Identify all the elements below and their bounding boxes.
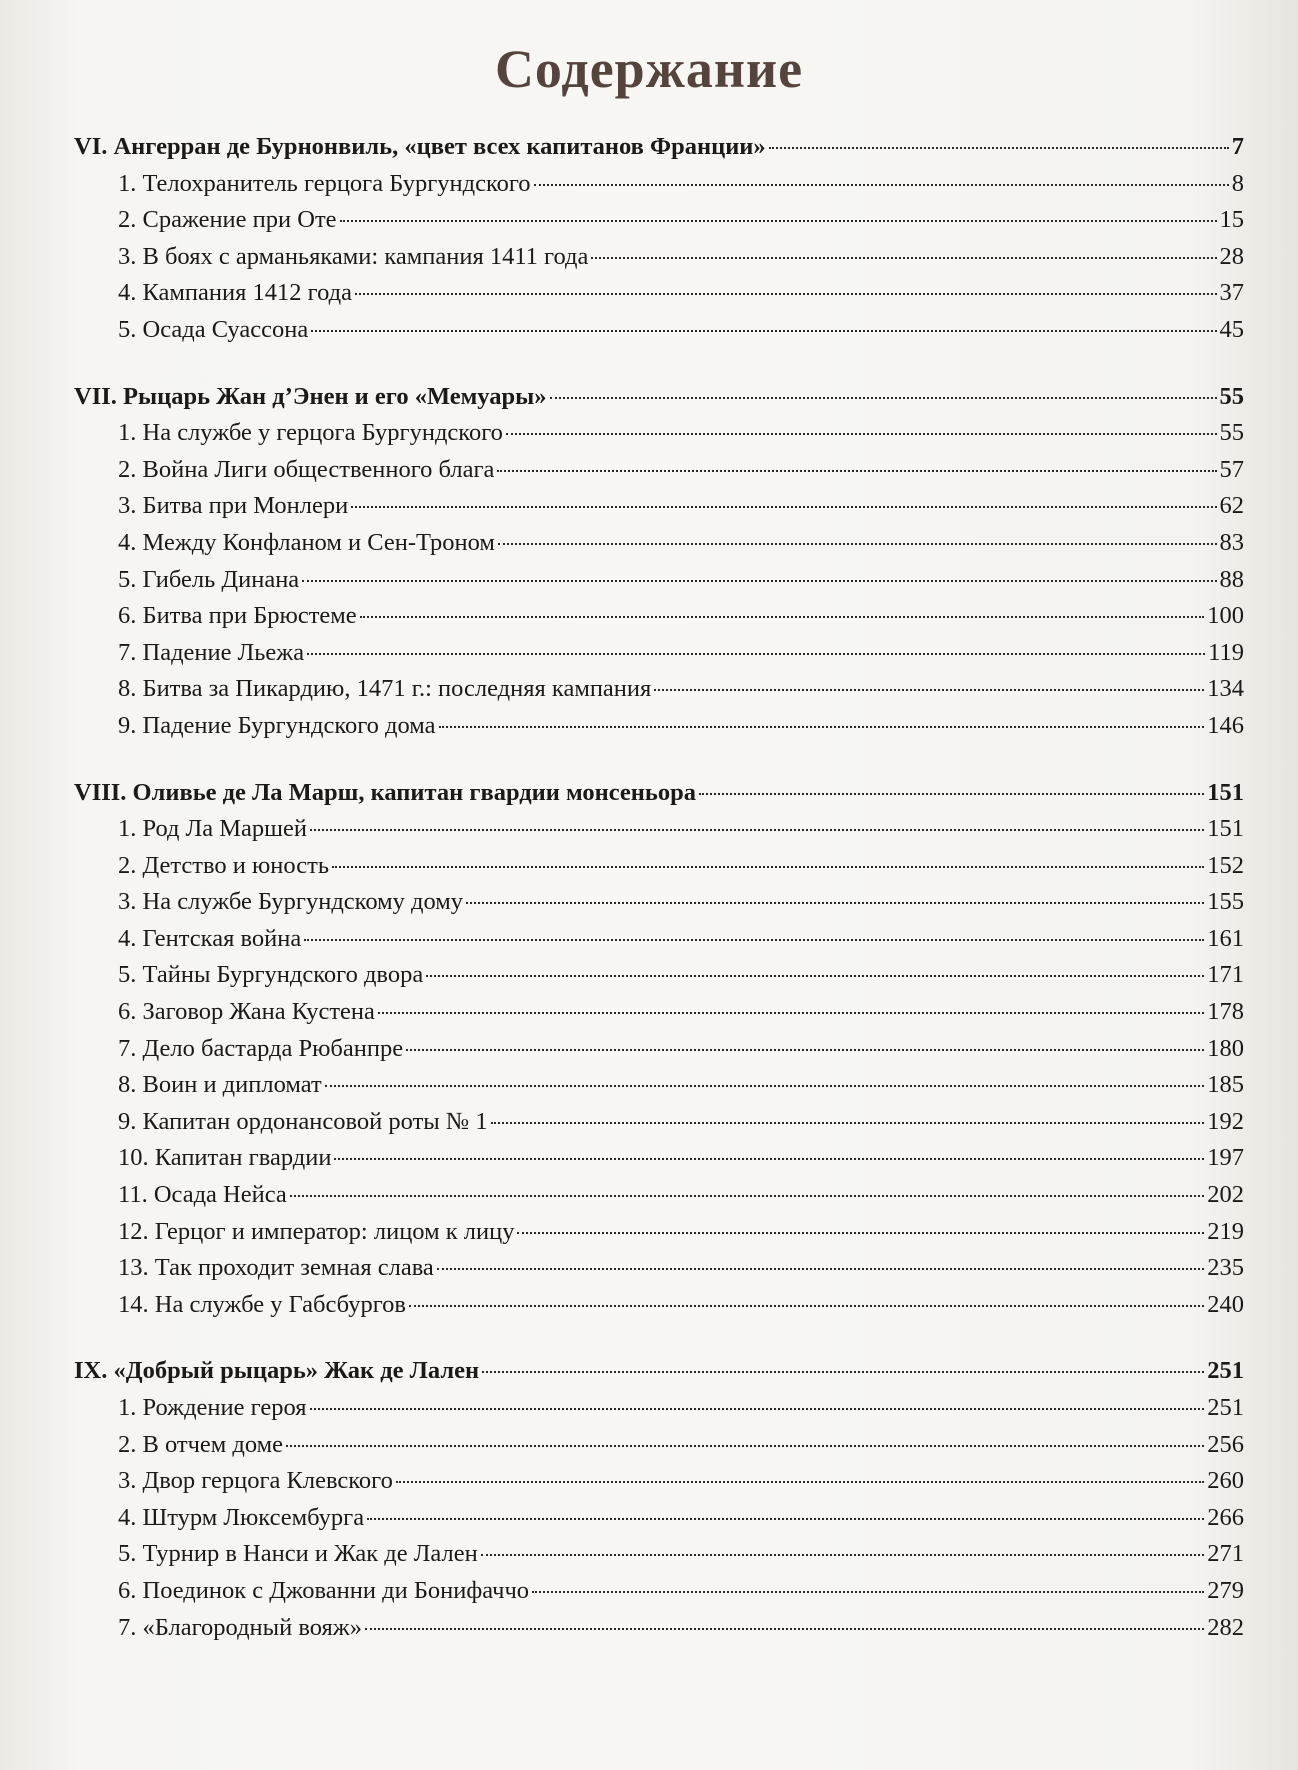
page-number: 57 [1219, 455, 1244, 483]
page-number: 271 [1207, 1540, 1244, 1568]
dot-leader [439, 726, 1205, 728]
toc-entry-label: 2. Детство и юность [118, 851, 330, 879]
page-number: 45 [1219, 315, 1244, 343]
toc-entry-label: 5. Осада Суассона [118, 315, 309, 343]
dot-leader [591, 257, 1216, 259]
page-number: 197 [1207, 1144, 1244, 1172]
dot-leader [332, 866, 1204, 868]
toc-entry[interactable] [74, 1071, 1244, 1108]
toc-entry-label: 4. Гентская война [118, 924, 302, 952]
dot-leader [497, 470, 1216, 472]
dot-leader [311, 330, 1216, 332]
toc-entry-label: 3. В боях с арманьяками: кампания 1411 года [118, 242, 589, 270]
dot-leader [506, 433, 1217, 435]
dot-leader [466, 902, 1204, 904]
toc-entry[interactable] [74, 1181, 1244, 1218]
toc-entry-label: 7. «Благородный вояж» [118, 1613, 362, 1641]
page-number: 15 [1219, 206, 1244, 234]
toc-entry[interactable] [74, 852, 1244, 889]
page-number: 185 [1207, 1071, 1244, 1099]
dot-leader [360, 616, 1205, 618]
toc-entry-label: 4. Между Конфланом и Сен-Троном [118, 528, 495, 556]
dot-leader [699, 793, 1204, 795]
toc-entry-label: 1. На службе у герцога Бургундского [118, 419, 503, 447]
dot-leader [498, 543, 1217, 545]
toc-section [74, 383, 1244, 749]
page-number: 192 [1207, 1107, 1244, 1135]
page-number: 146 [1207, 711, 1244, 739]
page-number: 100 [1207, 602, 1244, 630]
page-number: 8 [1231, 169, 1244, 197]
page-title: Содержание [494, 39, 804, 99]
toc-entry[interactable] [74, 243, 1244, 280]
dot-leader [290, 1195, 1204, 1197]
toc-entry-label: 13. Так проходит земная слава [118, 1254, 434, 1282]
dot-leader [534, 184, 1229, 186]
toc-entry-label: 5. Тайны Бургундского двора [118, 961, 424, 989]
page-number: 55 [1219, 382, 1244, 410]
dot-leader [482, 1371, 1204, 1373]
dot-leader [437, 1268, 1204, 1270]
dot-leader [351, 506, 1216, 508]
toc-entry-label: 6. Битва при Брюстеме [118, 602, 357, 630]
page-number: 151 [1207, 778, 1244, 806]
toc-chapter-heading[interactable] [74, 1357, 1244, 1394]
page-number: 282 [1207, 1613, 1244, 1641]
dot-leader [491, 1122, 1205, 1124]
page-number: 260 [1207, 1467, 1244, 1495]
toc-entry[interactable] [74, 602, 1244, 639]
toc-entry-label: 1. Телохранитель герцога Бургундского [118, 169, 531, 197]
dot-leader [286, 1445, 1204, 1447]
toc-entry[interactable] [74, 639, 1244, 676]
page-number: 279 [1207, 1576, 1244, 1604]
page-number: 161 [1207, 924, 1244, 952]
toc-entry[interactable] [74, 1144, 1244, 1181]
toc-entry-label: 8. Воин и дипломат [118, 1071, 322, 1099]
page-number: 171 [1207, 961, 1244, 989]
toc-chapter-heading-label: IX. «Добрый рыцарь» Жак де Лален [74, 1357, 480, 1385]
toc-entry-label: 3. На службе Бургундскому дому [118, 888, 463, 916]
toc-entry[interactable] [74, 206, 1244, 243]
toc-entry[interactable] [74, 1540, 1244, 1577]
page-number: 152 [1207, 851, 1244, 879]
page-number: 256 [1207, 1430, 1244, 1458]
dot-leader [334, 1158, 1204, 1160]
toc-entry[interactable] [74, 925, 1244, 962]
toc-entry[interactable] [74, 815, 1244, 852]
toc-entry[interactable] [74, 1218, 1244, 1255]
page-number: 240 [1207, 1290, 1244, 1318]
dot-leader [532, 1591, 1204, 1593]
toc-chapter-heading-label: VIII. Оливье де Ла Марш, капитан гвардии монсеньора [74, 778, 696, 806]
toc-entry-label: 4. Кампания 1412 года [118, 279, 352, 307]
page-number: 28 [1219, 242, 1244, 270]
dot-leader [365, 1628, 1204, 1630]
toc-entry-label: 5. Турнир в Нанси и Жак де Лален [118, 1540, 478, 1568]
toc-entry[interactable] [74, 279, 1244, 316]
toc-entry-label: 6. Поединок с Джованни ди Бонифаччо [118, 1576, 530, 1604]
page-number: 37 [1219, 279, 1244, 307]
toc-chapter-heading[interactable] [74, 133, 1244, 170]
dot-leader [396, 1481, 1204, 1483]
toc-entry[interactable] [74, 712, 1244, 749]
toc-section [74, 779, 1244, 1328]
dot-leader [304, 939, 1204, 941]
dot-leader [355, 293, 1217, 295]
dot-leader [325, 1085, 1205, 1087]
dot-leader [302, 580, 1216, 582]
toc-entry[interactable] [74, 888, 1244, 925]
toc-entry[interactable] [74, 170, 1244, 207]
page-number: 235 [1207, 1254, 1244, 1282]
dot-leader [769, 147, 1229, 149]
toc-chapter-heading[interactable] [74, 779, 1244, 816]
toc-entry[interactable] [74, 1431, 1244, 1468]
page-number: 180 [1207, 1034, 1244, 1062]
toc-entry[interactable] [74, 998, 1244, 1035]
page-number: 219 [1207, 1217, 1244, 1245]
toc-chapter-heading-label: VII. Рыцарь Жан д’Энен и его «Мемуары» [74, 382, 547, 410]
toc-entry-label: 4. Штурм Люксембурга [118, 1503, 365, 1531]
table-of-contents [74, 133, 1244, 1680]
toc-entry[interactable] [74, 529, 1244, 566]
toc-entry[interactable] [74, 1467, 1244, 1504]
toc-entry[interactable] [74, 1035, 1244, 1072]
toc-entry-label: 10. Капитан гвардии [118, 1144, 332, 1172]
toc-entry-label: 7. Дело бастарда Рюбанпре [118, 1034, 404, 1062]
dot-leader [406, 1049, 1204, 1051]
page-number: 155 [1207, 888, 1244, 916]
toc-entry-label: 14. На службе у Габсбургов [118, 1290, 406, 1318]
toc-entry[interactable] [74, 1291, 1244, 1328]
dot-leader [378, 1012, 1204, 1014]
toc-entry-label: 11. Осада Нейса [118, 1181, 287, 1209]
dot-leader [517, 1232, 1204, 1234]
dot-leader [310, 1408, 1205, 1410]
toc-entry-label: 7. Падение Льежа [118, 638, 305, 666]
toc-chapter-heading-label: VI. Ангерран де Бурнонвиль, «цвет всех капитанов Франции» [74, 133, 766, 160]
toc-entry[interactable] [74, 961, 1244, 998]
dot-leader [367, 1518, 1204, 1520]
toc-entry-label: 1. Рождение героя [118, 1394, 307, 1421]
toc-entry-label: 6. Заговор Жана Кустена [118, 998, 375, 1026]
page-number: 151 [1207, 815, 1244, 843]
dot-leader [310, 829, 1204, 831]
toc-entry[interactable] [74, 1577, 1244, 1614]
toc-entry-label: 9. Падение Бургундского дома [118, 711, 436, 739]
toc-entry[interactable] [74, 675, 1244, 712]
page-number: 55 [1219, 419, 1244, 447]
page-number: 202 [1207, 1181, 1244, 1209]
page-number: 251 [1207, 1357, 1244, 1385]
page-number: 119 [1208, 638, 1244, 666]
toc-entry-label: 8. Битва за Пикардию, 1471 г.: последняя кампания [118, 675, 652, 703]
page-number: 62 [1219, 492, 1244, 520]
toc-entry-label: 9. Капитан ордонансовой роты № 1 [118, 1107, 488, 1135]
toc-entry-label: 5. Гибель Динана [118, 565, 300, 593]
toc-entry-label: 1. Род Ла Маршей [118, 815, 308, 843]
page-number: 83 [1219, 528, 1244, 556]
dot-leader [481, 1554, 1205, 1556]
page-number: 178 [1207, 998, 1244, 1026]
dot-leader [654, 689, 1204, 691]
page-number: 88 [1219, 565, 1244, 593]
dot-leader [409, 1305, 1204, 1307]
page-number: 7 [1231, 133, 1244, 160]
dot-leader [307, 653, 1205, 655]
page-number: 134 [1207, 675, 1244, 703]
toc-entry[interactable] [74, 1504, 1244, 1541]
dot-leader [426, 975, 1204, 977]
toc-entry-label: 3. Двор герцога Клевского [118, 1467, 393, 1495]
toc-chapter-heading[interactable] [74, 383, 1244, 420]
toc-entry[interactable] [74, 566, 1244, 603]
page-number: 266 [1207, 1503, 1244, 1531]
toc-entry-label: 3. Битва при Монлери [118, 492, 349, 520]
toc-section [74, 1357, 1244, 1650]
toc-entry[interactable] [74, 316, 1244, 353]
toc-entry[interactable] [74, 456, 1244, 493]
toc-entry[interactable] [74, 1254, 1244, 1291]
toc-entry[interactable] [74, 1614, 1244, 1651]
toc-entry[interactable] [74, 492, 1244, 529]
dot-leader [550, 397, 1217, 399]
toc-entry[interactable] [74, 1108, 1244, 1145]
toc-entry-label: 2. В отчем доме [118, 1430, 284, 1458]
toc-entry-label: 2. Война Лиги общественного блага [118, 455, 495, 483]
toc-entry[interactable] [74, 419, 1244, 456]
page-number: 251 [1207, 1394, 1244, 1421]
toc-entry-label: 2. Сражение при Оте [118, 206, 337, 234]
toc-entry[interactable] [74, 1394, 1244, 1431]
toc-entry-label: 12. Герцог и император: лицом к лицу [118, 1217, 515, 1245]
toc-section [74, 133, 1244, 353]
dot-leader [340, 220, 1217, 222]
